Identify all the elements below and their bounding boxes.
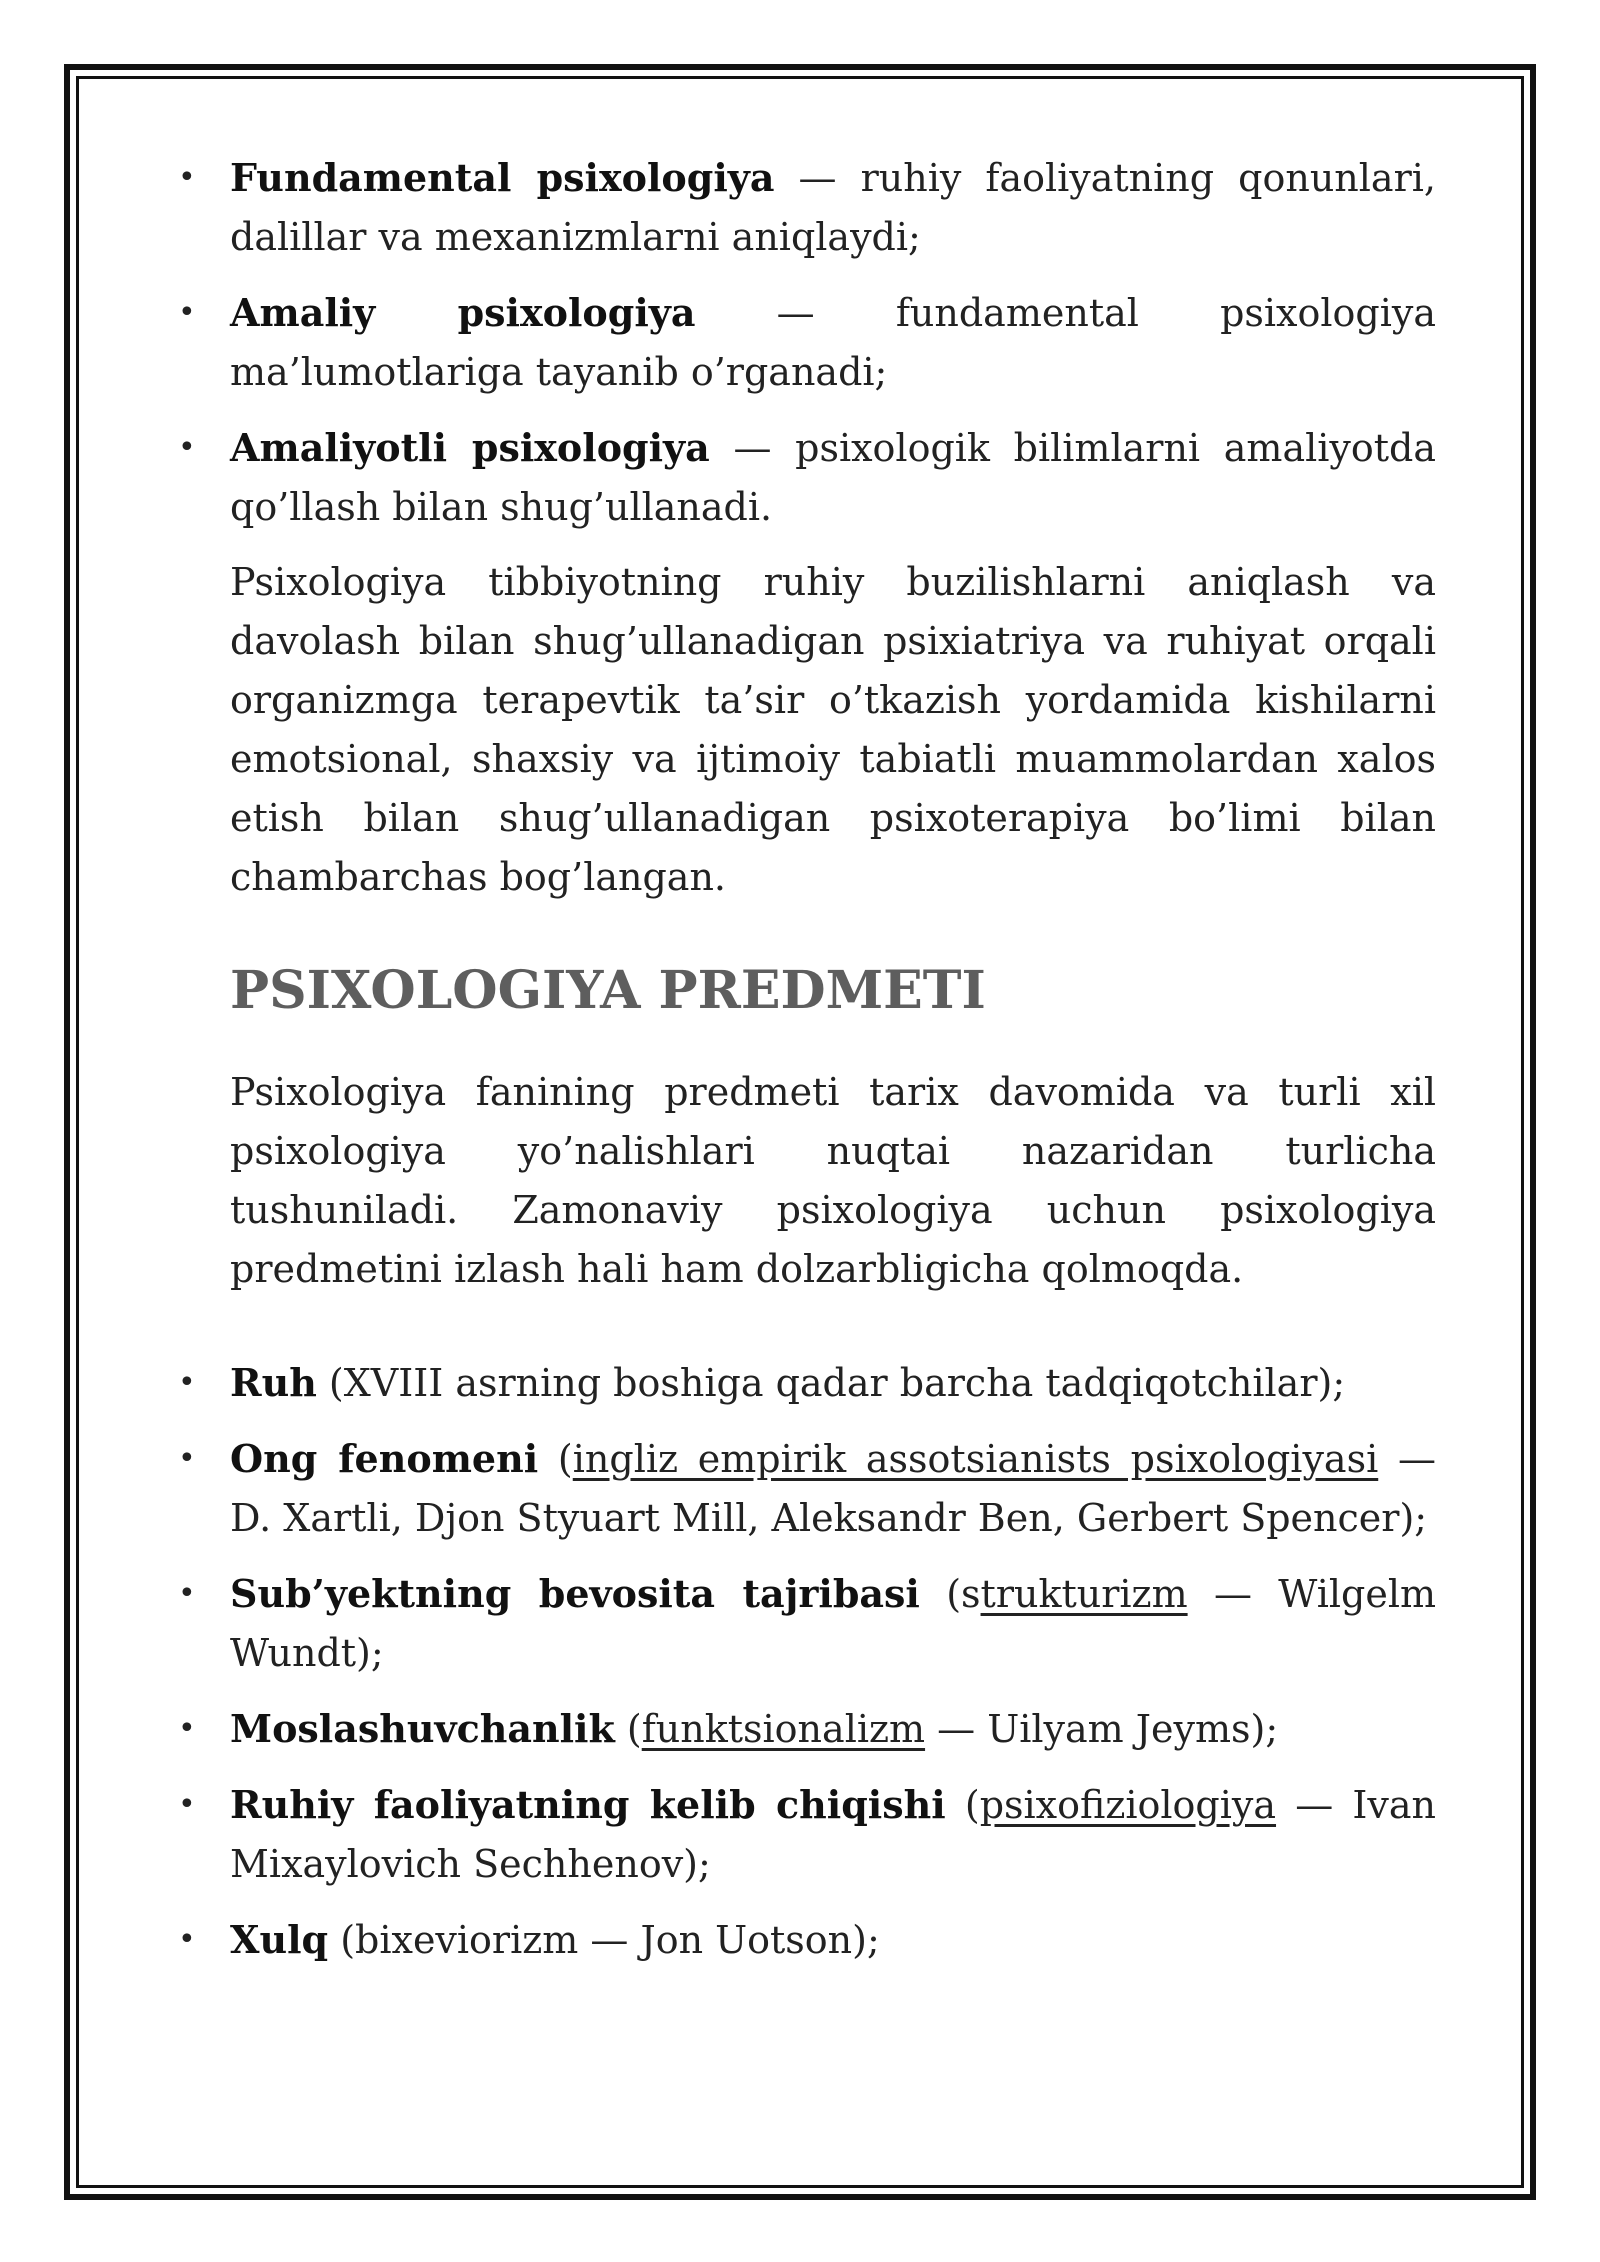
list-item — [230, 1775, 1436, 1894]
item-text: ( — [614, 1707, 642, 1751]
list-item — [230, 1429, 1436, 1548]
item-term: Ruhiy faoliyatning kelib chiqishi — [230, 1782, 946, 1827]
item-term: Xulq — [230, 1917, 329, 1962]
item-link[interactable]: trukturizm — [980, 1572, 1188, 1616]
item-link[interactable]: funktsionalizm — [641, 1707, 926, 1751]
item-text: — D. Xartli, Djon Styuart Mill, Aleksandr Ben, Gerbert Spencer); — [230, 1437, 1436, 1540]
paragraph-subject: Psixologiya fanining predmeti tarix davomida va turli xil psixologiya yo’nalishlari nuqtai nazaridan turlicha tushuniladi. Zamonaviy psixologiya uchun psixologiya predmetini izlash hali ham dolzarbligicha qolmoqda. — [230, 1070, 1436, 1291]
section-heading: PSIXOLOGIYA PREDMETI — [230, 960, 986, 1021]
item-text: ( — [945, 1783, 980, 1827]
psychology-types-list — [230, 148, 1436, 537]
list-item — [230, 1699, 1436, 1759]
item-text: ( — [538, 1437, 573, 1481]
item-link[interactable]: ingliz empirik assotsianists psixologiyasi — [572, 1437, 1379, 1481]
list-item — [230, 1564, 1436, 1683]
item-term: Moslashuvchanlik — [230, 1706, 615, 1751]
list-item — [230, 1910, 1436, 1970]
list-item — [230, 283, 1436, 402]
item-text: — fundamental psixologiya ma’lumotlariga tayanib o’rganadi; — [230, 291, 1436, 394]
list-item — [230, 1353, 1436, 1413]
item-term: Fundamental psixologiya — [230, 155, 775, 200]
item-term: Ruh — [230, 1360, 317, 1405]
item-link[interactable]: psixofiziologiya — [979, 1783, 1277, 1827]
document-body — [230, 148, 1436, 1986]
psychology-subjects-list — [230, 1353, 1436, 1970]
item-term: Sub’yektning bevosita tajribasi — [230, 1571, 920, 1616]
item-text: — ruhiy faoliyatning qonunlari, dalillar va mexanizmlarni aniqlaydi; — [230, 156, 1436, 259]
list-item — [230, 148, 1436, 267]
item-text: (bixeviorizm — Jon Uotson); — [328, 1918, 880, 1962]
item-text: — Ivan Mixaylovich Sechhenov); — [230, 1783, 1437, 1886]
item-term: Amaliyotli psixologiya — [230, 425, 710, 470]
item-text: (s — [919, 1572, 981, 1616]
item-text: — Uilyam Jeyms); — [925, 1707, 1279, 1751]
item-text: (XVIII asrning boshiga qadar barcha tadqiqotchilar); — [316, 1361, 1346, 1405]
list-item — [230, 418, 1436, 537]
paragraph-psychiatry: Psixologiya tibbiyotning ruhiy buzilishlarni aniqlash va davolash bilan shug’ullanadigan psixiatriya va ruhiyat orqali organizmga terapevtik ta’sir o’tkazish yordamida kishilarni emotsional, shaxsiy va ijtimoiy tabiatli muammolardan xalos etish bilan shug’ullanadigan psixoterapiya bo’limi bilan chambarchas bog’langan. — [230, 560, 1436, 899]
item-term: Amaliy psixologiya — [230, 290, 696, 335]
item-text: — Wilgelm Wundt); — [230, 1572, 1437, 1675]
item-text: — psixologik bilimlarni amaliyotda qo’llash bilan shug’ullanadi. — [230, 426, 1436, 529]
item-term: Ong fenomeni — [230, 1436, 539, 1481]
